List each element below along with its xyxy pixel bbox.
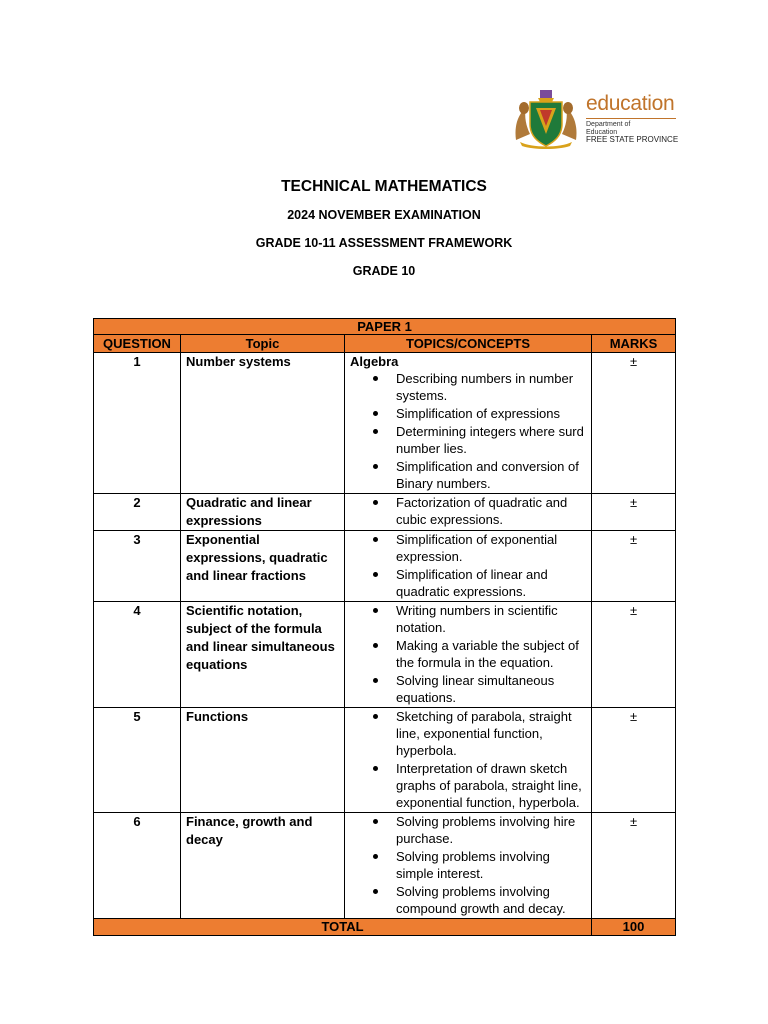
question-number: 4 [94, 602, 181, 708]
logo-department-line2: Education [586, 128, 618, 136]
marks-cell: ± [592, 813, 676, 919]
topic-cell: Functions [181, 708, 345, 813]
concept-item: Determining integers where surd number lies. [350, 423, 586, 458]
concept-item: Simplification of expressions [350, 405, 586, 423]
concepts-cell [345, 813, 592, 919]
marks-cell: ± [592, 708, 676, 813]
concept-item: Solving problems involving simple interest. [350, 848, 586, 883]
concept-item: Simplification of linear and quadratic expressions. [350, 566, 586, 601]
table-row [94, 353, 676, 494]
concepts-cell [345, 531, 592, 602]
concept-item: Solving problems involving hire purchase. [350, 813, 586, 848]
concepts-cell [345, 708, 592, 813]
concept-list [350, 494, 586, 529]
paper-header-row [94, 319, 676, 335]
column-header-row [94, 335, 676, 353]
table-row [94, 602, 676, 708]
topic-cell: Exponential expressions, quadratic and linear fractions [181, 531, 345, 602]
concept-item: Interpretation of drawn sketch graphs of parabola, straight line, exponential function, hyperbola. [350, 760, 586, 812]
concept-list [350, 708, 586, 812]
subject-title: TECHNICAL MATHEMATICS [281, 178, 487, 195]
question-number: 3 [94, 531, 181, 602]
concept-item: Describing numbers in number systems. [350, 370, 586, 405]
document-headings [0, 176, 768, 285]
topic-cell: Quadratic and linear expressions [181, 494, 345, 531]
question-number: 1 [94, 353, 181, 494]
assessment-framework-table [93, 318, 676, 936]
concept-item: Writing numbers in scientific notation. [350, 602, 586, 637]
table-row [94, 531, 676, 602]
question-number: 6 [94, 813, 181, 919]
table-row [94, 813, 676, 919]
grade-title: GRADE 10 [352, 264, 416, 278]
concept-category: Algebra [350, 354, 399, 369]
framework-title: GRADE 10-11 ASSESSMENT FRAMEWORK [255, 236, 513, 250]
total-row [94, 919, 676, 936]
question-number: 5 [94, 708, 181, 813]
column-header-topic: Topic [181, 335, 345, 353]
table-row [94, 708, 676, 813]
concept-item: Factorization of quadratic and cubic expressions. [350, 494, 586, 529]
exam-title: 2024 NOVEMBER EXAMINATION [287, 208, 481, 222]
concepts-cell [345, 494, 592, 531]
marks-cell: ± [592, 602, 676, 708]
concept-list [350, 531, 586, 601]
logo-province: FREE STATE PROVINCE [586, 135, 679, 144]
concept-item: Sketching of parabola, straight line, exponential function, hyperbola. [350, 708, 586, 760]
concept-item: Simplification and conversion of Binary numbers. [350, 458, 586, 493]
question-number: 2 [94, 494, 181, 531]
concept-list [350, 602, 586, 707]
department-logo [512, 86, 682, 150]
column-header-marks: MARKS [592, 335, 676, 353]
topic-cell: Number systems [181, 353, 345, 494]
concepts-cell [345, 602, 592, 708]
logo-department-text [586, 121, 678, 144]
concept-list [350, 370, 586, 493]
logo-department-line1: Department of [586, 121, 631, 128]
paper-title: PAPER 1 [94, 319, 676, 335]
logo-wordmark: education [586, 92, 675, 115]
concept-item: Making a variable the subject of the formula in the equation. [350, 637, 586, 672]
marks-cell: ± [592, 494, 676, 531]
column-header-concepts: TOPICS/CONCEPTS [345, 335, 592, 353]
total-marks: 100 [592, 919, 676, 936]
column-header-question: QUESTION [94, 335, 181, 353]
concept-item: Solving problems involving compound growth and decay. [350, 883, 586, 918]
topic-cell: Finance, growth and decay [181, 813, 345, 919]
marks-cell: ± [592, 531, 676, 602]
concept-list [350, 813, 586, 918]
concept-item: Solving linear simultaneous equations. [350, 672, 586, 707]
concepts-cell [345, 353, 592, 494]
concept-item: Simplification of exponential expression. [350, 531, 586, 566]
table-row [94, 494, 676, 531]
marks-cell: ± [592, 353, 676, 494]
total-label: TOTAL [94, 919, 592, 936]
topic-cell: Scientific notation, subject of the formula and linear simultaneous equations [181, 602, 345, 708]
logo-divider [586, 118, 676, 119]
coat-of-arms-icon [512, 86, 580, 150]
